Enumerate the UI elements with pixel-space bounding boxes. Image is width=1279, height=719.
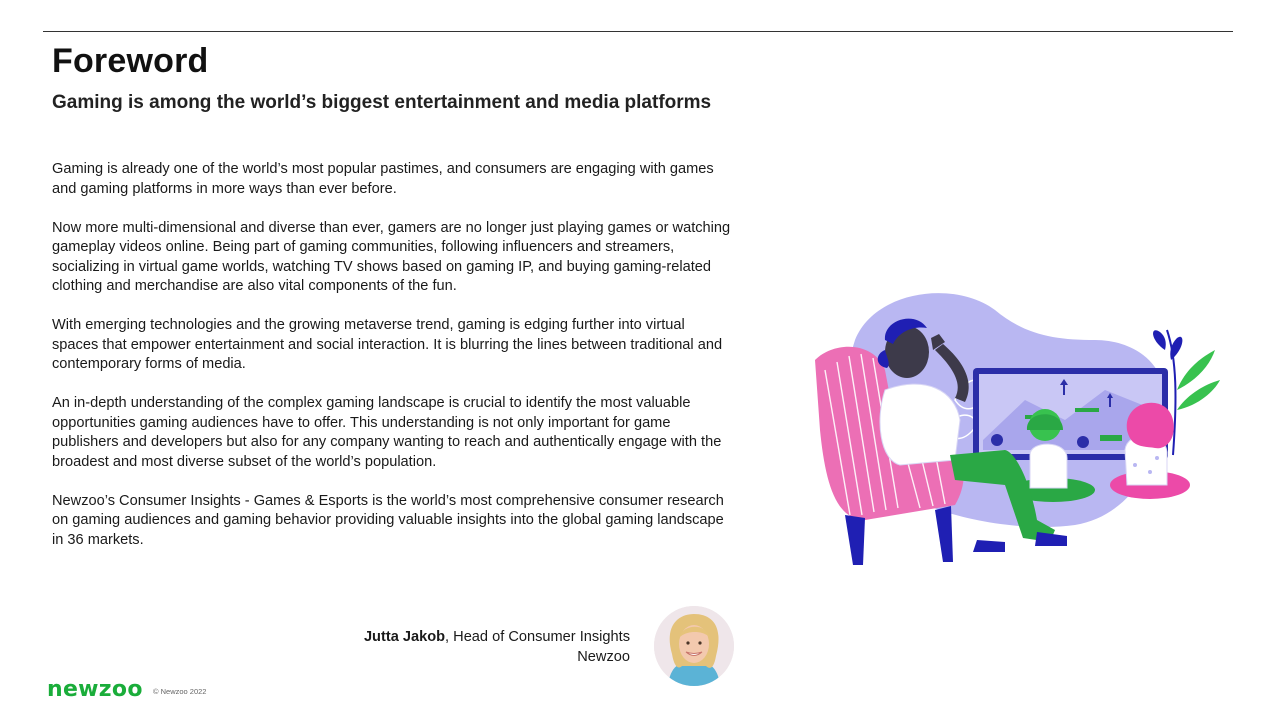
signature	[364, 628, 630, 667]
author-photo-icon	[654, 606, 734, 686]
gaming-illustration-icon	[805, 280, 1235, 580]
newzoo-logo: newzoo	[47, 677, 143, 702]
paragraph: With emerging technologies and the growing metaverse trend, gaming is edging further into virtual spaces that empower entertainment and social interaction. It is blurring the lines between traditional and contemporary forms of media.	[52, 317, 723, 373]
top-rule	[43, 31, 1233, 32]
page-subtitle: Gaming is among the world’s biggest entertainment and media platforms	[52, 92, 712, 113]
author-name: Jutta Jakob	[363, 629, 446, 645]
paragraph: Newzoo’s Consumer Insights - Games & Esports is the world’s most comprehensive consumer research on gaming audiences and gaming behavior providing valuable insights into the global gaming landscape in 36 markets.	[52, 492, 724, 548]
paragraph: Now more multi-dimensional and diverse than ever, gamers are no longer just playing games or watching gameplay videos online. Being part of gaming communities, following influencers and streamers, socializing in virtual game worlds, watching TV shows based on gaming IP, and buying gaming-related clothing and merchandise are also vital components of the fun.	[52, 219, 731, 295]
gaming-illustration	[805, 280, 1235, 580]
foreword-body	[52, 160, 732, 570]
author-photo	[654, 606, 734, 686]
copyright: © Newzoo 2022	[153, 687, 207, 696]
paragraph: An in-depth understanding of the complex gaming landscape is crucial to identify the most valuable opportunities gaming audiences have to offer. This understanding is not only important for game publishers and developers but also for any company wanting to reach and authentically engage with the broadest and most diverse subset of the world’s population.	[52, 395, 722, 470]
page-title: Foreword	[52, 42, 209, 80]
author-role: , Head of Consumer Insights	[445, 629, 630, 645]
paragraph: Gaming is already one of the world’s most popular pastimes, and consumers are engaging with games and gaming platforms in more ways than ever before.	[52, 161, 714, 197]
author-company: Newzoo	[577, 648, 630, 665]
